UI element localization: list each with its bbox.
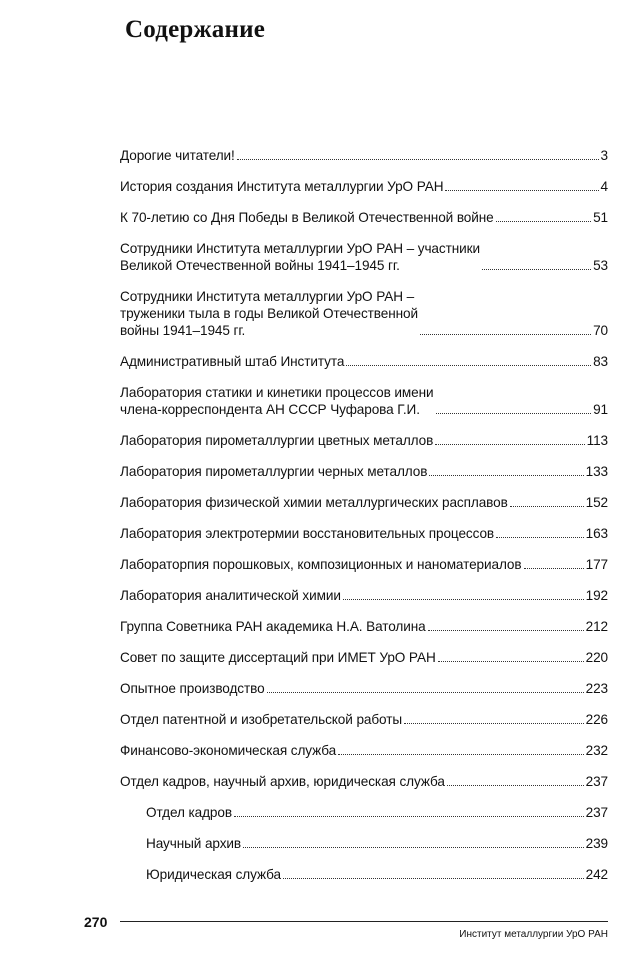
toc-entry <box>120 463 608 480</box>
toc-entry-page: 3 <box>600 148 608 163</box>
toc-entry-page: 232 <box>585 743 608 758</box>
dot-leader <box>438 661 584 662</box>
toc-entry-title: Отдел кадров <box>146 805 232 820</box>
toc-entry <box>120 288 608 339</box>
toc-entry-page: 226 <box>585 712 608 727</box>
toc-entry-title: Лабораторпия порошковых, композиционных и наноматериалов <box>120 557 522 572</box>
footer-rule <box>120 921 608 922</box>
toc-subentry <box>120 804 608 821</box>
toc-entry-title: К 70-летию со Дня Победы в Великой Отечественной войне <box>120 210 494 225</box>
toc-entry <box>120 773 608 790</box>
dot-leader <box>404 723 584 724</box>
toc-entry-title: Группа Советника РАН академика Н.А. Ватолина <box>120 619 426 634</box>
dot-leader <box>429 475 583 476</box>
dot-leader <box>338 754 583 755</box>
toc-entry-title: Лаборатория электротермии восстановительных процессов <box>120 526 495 541</box>
toc-entry <box>120 494 608 511</box>
toc-entry-title: Лаборатория аналитической химии <box>120 588 341 603</box>
table-of-contents <box>120 147 608 897</box>
toc-entry-title: Совет по защите диссертаций при ИМЕТ УрО РАН <box>120 650 436 665</box>
toc-entry-page: 4 <box>600 179 608 194</box>
toc-entry <box>120 680 608 697</box>
toc-entry-page: 192 <box>585 588 608 603</box>
toc-entry-page: 220 <box>585 650 608 665</box>
dot-leader <box>283 878 584 879</box>
dot-leader <box>496 537 584 538</box>
toc-entry-page: 242 <box>585 867 608 882</box>
toc-subentry <box>120 866 608 883</box>
toc-entry <box>120 353 608 370</box>
dot-leader <box>447 785 584 786</box>
dot-leader <box>346 365 591 366</box>
dot-leader <box>436 413 592 414</box>
toc-entry <box>120 432 608 449</box>
dot-leader <box>435 444 584 445</box>
dot-leader <box>267 692 584 693</box>
toc-entry-title: Лаборатория пирометаллургии цветных металлов <box>120 433 434 448</box>
toc-entry-page: 91 <box>593 402 608 417</box>
toc-entry-title: Лаборатория физической химии металлургических расплавов <box>120 495 508 510</box>
dot-leader <box>243 847 584 848</box>
toc-entry <box>120 649 608 666</box>
dot-leader <box>237 159 599 160</box>
toc-entry-title: История создания Института металлургии УрО РАН <box>120 179 444 194</box>
toc-entry <box>120 384 608 418</box>
toc-entry-title: Лаборатория пирометаллургии черных металлов <box>120 464 428 479</box>
toc-entry-title: Финансово-экономическая служба <box>120 743 337 758</box>
toc-entry <box>120 618 608 635</box>
dot-leader <box>482 269 591 270</box>
dot-leader <box>420 334 591 335</box>
dot-leader <box>428 630 584 631</box>
toc-entry-page: 51 <box>593 210 608 225</box>
toc-entry-page: 237 <box>585 805 608 820</box>
toc-entry <box>120 556 608 573</box>
toc-entry-title: Отдел кадров, научный архив, юридическая служба <box>120 774 445 789</box>
toc-entry-title: Сотрудники Института металлургии УрО РАН – труженики тыла в годы Великой Отечественной войны 1941–1945 гг. <box>120 289 418 338</box>
toc-entry-page: 133 <box>585 464 608 479</box>
toc-entry <box>120 587 608 604</box>
toc-entry-page: 223 <box>585 681 608 696</box>
toc-entry-page: 152 <box>585 495 608 510</box>
page-title: Содержание <box>125 16 266 43</box>
dot-leader <box>496 221 591 222</box>
page-footer <box>84 910 608 940</box>
toc-entry-title: Юридическая служба <box>146 867 281 882</box>
dot-leader <box>524 568 584 569</box>
toc-entry-page: 237 <box>585 774 608 789</box>
toc-subentry <box>120 835 608 852</box>
toc-entry <box>120 742 608 759</box>
toc-entry-title: Опытное производство <box>120 681 265 696</box>
toc-entry <box>120 178 608 195</box>
toc-entry <box>120 209 608 226</box>
toc-entry-title: Административный штаб Института <box>120 354 345 369</box>
toc-entry-page: 212 <box>585 619 608 634</box>
toc-entry <box>120 525 608 542</box>
toc-entry-title: Лаборатория статики и кинетики процессов имени члена-корреспондента АН СССР Чуфарова Г.И. <box>120 385 434 417</box>
dot-leader <box>234 816 584 817</box>
toc-entry <box>120 147 608 164</box>
toc-entry-page: 177 <box>585 557 608 572</box>
page-number: 270 <box>84 914 108 930</box>
toc-entry <box>120 240 608 274</box>
running-title: Институт металлургии УрО РАН <box>459 929 608 940</box>
toc-entry-page: 163 <box>585 526 608 541</box>
toc-entry-title: Сотрудники Института металлургии УрО РАН – участники Великой Отечественной войны 1941–1945 гг. <box>120 241 480 273</box>
toc-entry-page: 83 <box>593 354 608 369</box>
dot-leader <box>510 506 584 507</box>
toc-entry-page: 53 <box>593 258 608 273</box>
toc-entry-page: 239 <box>585 836 608 851</box>
toc-entry <box>120 711 608 728</box>
toc-entry-title: Дорогие читатели! <box>120 148 235 163</box>
toc-entry-title: Научный архив <box>146 836 242 851</box>
toc-entry-page: 70 <box>593 323 608 338</box>
toc-entry-page: 113 <box>586 433 608 448</box>
dot-leader <box>343 599 584 600</box>
dot-leader <box>445 190 598 191</box>
toc-entry-title: Отдел патентной и изобретательской работы <box>120 712 403 727</box>
